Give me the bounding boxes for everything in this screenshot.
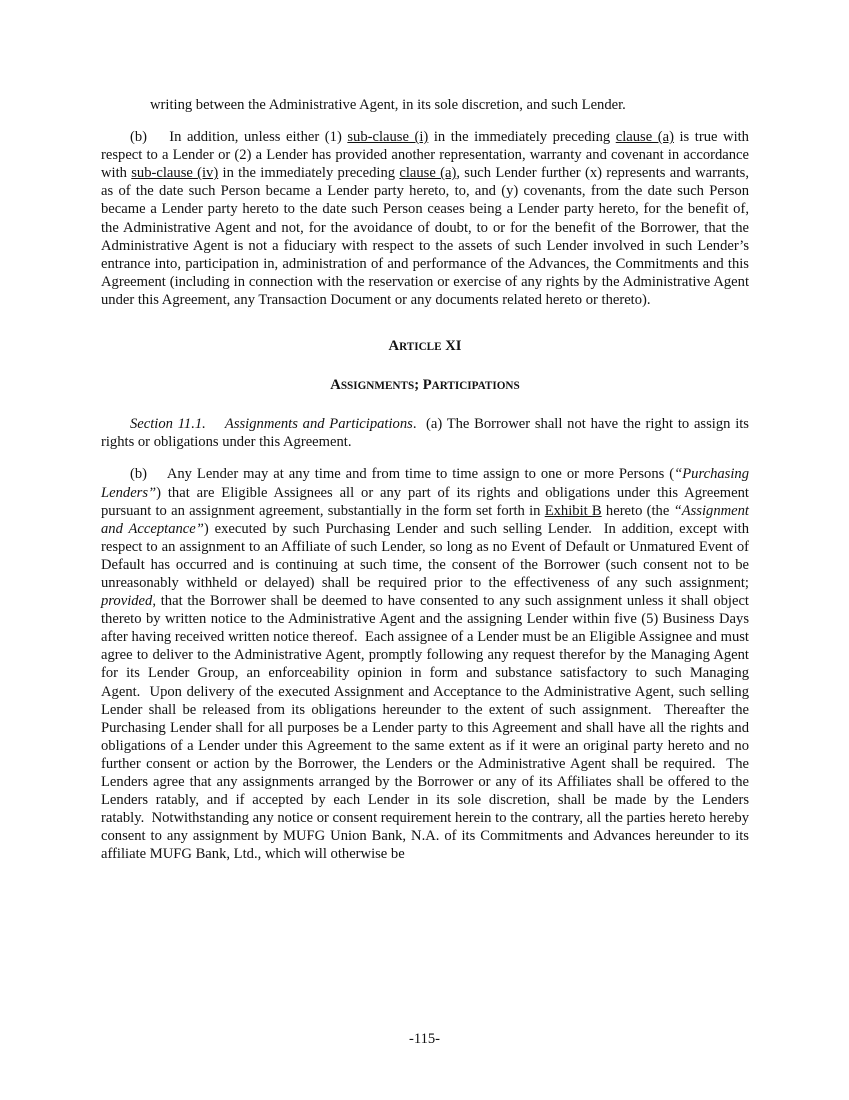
clause-a-ref-2: clause (a)	[399, 165, 457, 182]
paragraph-b-assignments: (b) Any Lender may at any time and from time to time assign to one or more Persons (“Purchasing Lenders”) that are Eligible Assignees all or any part of its rights and obligations under this Agreement pursuant to an assignment agreement, substantially in the form set forth in Exhibit B hereto (the “Assignment and Acceptance”) executed by such Purchasing Lender and such selling Lender. In addition, except with respect to an assignment to an Affiliate of such Lender, so long as no Event of Default or Unmatured Event of Default has occurred and is continuing at such time, the consent of the Borrower (such consent not to be unreasonably withheld or delayed) shall be required prior to the effectiveness of any such assignment; provided, that the Borrower shall be deemed to have consented to any such assignment unless it shall object thereto by written notice to the Administrative Agent and the assigning Lender within five (5) Business Days after having received written notice thereof. Each assignee of a Lender must be an Eligible Assignee and must agree to deliver to the Administrative Agent, promptly following any request therefor by the Managing Agent for its Lender Group, an enforceability opinion in form and substance satisfactory to such Managing Agent. Upon delivery of the executed Assignment and Acceptance to the Administrative Agent, such selling Lender shall be released from its obligations hereunder to the extent of such assignment. Thereafter the Purchasing Lender shall for all purposes be a Lender party to this Agreement and shall have all the rights and obligations of a Lender under this Agreement to the same extent as if it were an original party hereto and no further consent or action by the Borrower, the Lenders or the Administrative Agent shall be required. The Lenders agree that any assignments arranged by the Borrower or any of its Affiliates shall be offered to the Lenders ratably, and if accepted by each Lender in its sole discretion, shall be made by the Lenders ratably. Notwithstanding any notice or consent requirement herein to the contrary, all the parties hereto hereby consent to any assignment by MUFG Union Bank, N.A. of its Commitments and Advances hereunder to its affiliate MUFG Bank, Ltd., which will otherwise be	[101, 466, 750, 863]
proviso-term: provided	[101, 593, 153, 610]
section-title: Assignments and Participations	[224, 416, 413, 433]
sub-clause-iv-ref: sub-clause (iv)	[131, 165, 219, 182]
sub-clause-i-ref: sub-clause (i)	[347, 129, 429, 146]
defined-term: “Purchasing Lenders”	[101, 466, 749, 501]
page-number: -115-	[408, 1031, 441, 1047]
clause-a-ref: clause (a)	[615, 129, 674, 146]
article-title: ASSIGNMENTS; PARTICIPATIONS	[330, 377, 520, 394]
article-heading: ARTICLE XI	[388, 338, 462, 355]
document-page	[101, 96, 749, 863]
continuation-line: writing between the Administrative Agent, in its sole discretion, and such Lender.	[150, 97, 626, 113]
paragraph-b-fiduciary: (b) In addition, unless either (1) sub-clause (i) in the immediately preceding clause (a) is true with respect to a Lender or (2) a Lender has provided another representation, warranty and covenant in accordance with sub-clause (iv) in the immediately preceding clause (a), such Lender further (x) represents and warrants, as of the date such Person became a Lender party hereto, to, and (y) covenants, from the date such Person became a Lender party hereto to the date such Person ceases being a Lender party hereto, for the benefit of, the Administrative Agent and not, for the avoidance of doubt, to or for the benefit of the Borrower, that the Administrative Agent is not a fiduciary with respect to the assets of such Lender involved in such Lender’s entrance into, participation in, administration of and performance of the Advances, the Commitments and this Agreement (including in connection with the reservation or exercise of any rights by the Administrative Agent under this Agreement, any Transaction Document or any documents related hereto or thereto).	[101, 129, 749, 308]
exhibit-b-ref: Exhibit B	[544, 502, 602, 519]
section-number: Section 11.1.	[130, 416, 206, 433]
defined-term: “Assignment and Acceptance”	[101, 502, 749, 537]
section-11-1: Section 11.1. Assignments and Participations. (a) The Borrower shall not have the right to assign its rights or obligations under this Agreement.	[101, 416, 749, 451]
